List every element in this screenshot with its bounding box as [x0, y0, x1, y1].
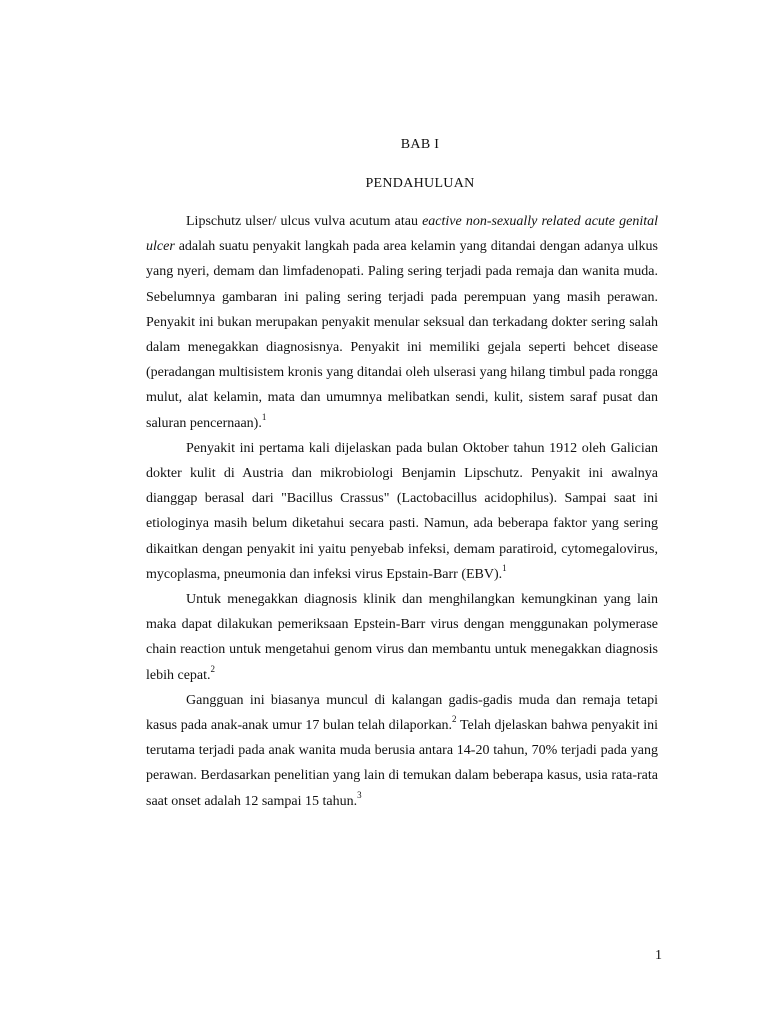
text-run: Penyakit ini pertama kali dijelaskan pada bulan Oktober tahun 1912 oleh Galician dokter kulit di Austria dan mikrobiologi Benjamin Lipschutz. Penyakit ini awalnya dianggap berasal dari "Bacillus Crassus" (Lactobacillus acidophilus). Sampai saat ini etiologinya masih belum diketahui secara pasti. Namun, ada beberapa faktor yang sering dikaitkan dengan penyakit ini yaitu penyebab infeksi, demam paratiroid, cytomegalovirus, mycoplasma, pneumonia dan infeksi virus Epstain-Barr (EBV).: [146, 440, 658, 582]
footnote-ref: 3: [357, 790, 362, 801]
footnote-ref: 1: [502, 563, 507, 574]
italic-term: eactive non-sexually related acute genital ulcer: [146, 214, 658, 255]
text-run: Untuk menegakkan diagnosis klinik dan menghilangkan kemungkinan yang lain maka dapat dilakukan pemeriksaan Epstein-Barr virus dengan menggunakan polymerase chain reaction untuk mengetahui genom virus dan membantu untuk menegakkan diagnosis lebih cepat.: [146, 592, 658, 683]
footnote-ref: 2: [452, 714, 457, 725]
paragraph-2: [146, 436, 658, 587]
paragraph-4: [146, 688, 658, 814]
chapter-number: BAB I: [400, 137, 440, 152]
footnote-ref: 2: [210, 664, 216, 674]
body-text: [146, 209, 658, 814]
text-run: Telah djelaskan bahwa penyakit ini terutama terjadi pada anak wanita muda berusia antara 14-20 tahun, 70% terjadi pada yang perawan. Berdasarkan penelitian yang lain di temukan dalam beberapa kasus, usia rata-rata saat onset adalah 12 sampai 15 tahun.: [146, 718, 658, 809]
text-run: Lipschutz ulser/ ulcus vulva acutum atau: [186, 214, 423, 229]
paragraph-1: [146, 209, 658, 436]
text-run: Gangguan ini biasanya muncul di kalangan gadis-gadis muda dan remaja tetapi kasus pada anak-anak umur 17 bulan telah dilaporkan.: [146, 692, 658, 734]
footnote-ref: 1: [261, 411, 267, 422]
chapter-title: PENDAHULUAN: [365, 176, 475, 191]
paragraph-3: [146, 587, 658, 688]
page-number: 1: [655, 948, 662, 963]
text-run: adalah suatu penyakit langkah pada area kelamin yang ditandai dengan adanya ulkus yang nyeri, demam dan limfadenopati. Paling sering terjadi pada remaja dan wanita muda. Sebelumnya gambaran ini paling sering terjadi pada perempuan yang masih perawan. Penyakit ini bukan merupakan penyakit menular seksual dan terkadang dokter sering salah dalam menegakkan diagnosisnya. Penyakit ini memiliki gejala seperti behcet disease (peradangan multisistem kronis yang ditandai oleh ulserasi yang hilang timbul pada rongga mulut, alat kelamin, mata dan umumnya melibatkan sendi, kulit, sistem saraf pusat dan saluran pencernaan).: [146, 239, 658, 431]
